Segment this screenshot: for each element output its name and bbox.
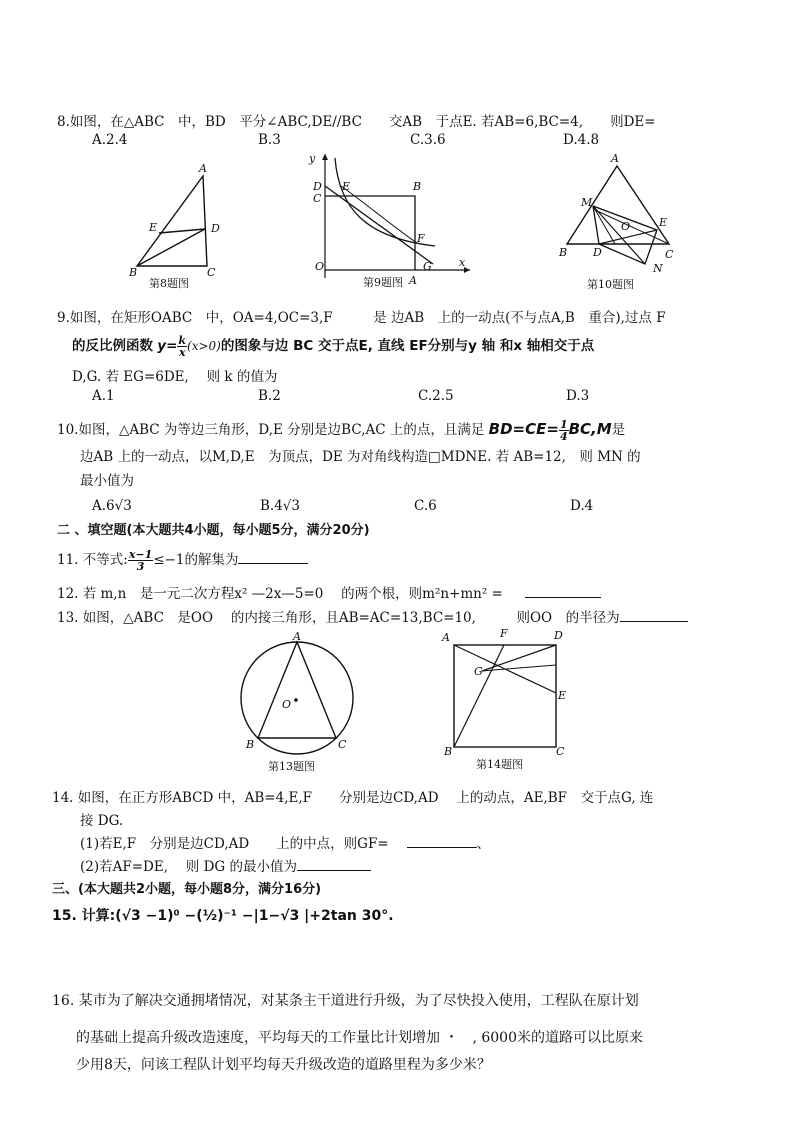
q9-option-c: C.2.5 bbox=[418, 388, 454, 404]
fig14-label-d: D bbox=[554, 629, 563, 642]
q13: 13. 如图，△ABC 是OO 的内接三角形，且AB=AC=13,BC=10, 则OO 的半径为 bbox=[57, 606, 688, 626]
q10-option-c: C.6 bbox=[414, 498, 437, 514]
fig14-label-g: G bbox=[474, 665, 483, 678]
fig8-label-a: A bbox=[199, 162, 207, 175]
fig10-label-o: O bbox=[621, 220, 631, 233]
fig8-label-d: D bbox=[211, 222, 220, 235]
q9-line1: 9.如图，在矩形OABC 中，OA=4,OC=3,F 是 边AB 上的一动点(不与点A,B 重合),过点 F bbox=[57, 310, 666, 326]
fig14-label-c: C bbox=[556, 745, 565, 758]
q12-answer-blank[interactable] bbox=[525, 585, 601, 598]
q9-option-d: D.3 bbox=[566, 388, 590, 404]
section-2-heading: 二 、填空题(本大题共4小题，每小题5分，满分20分) bbox=[57, 523, 370, 538]
fig10-label-c: C bbox=[665, 248, 674, 261]
fig13-label-o: O bbox=[282, 698, 292, 711]
q10-option-d: D.4 bbox=[570, 498, 594, 514]
fig10-label-m: M bbox=[581, 196, 593, 209]
fig10-label-d: D bbox=[593, 246, 602, 259]
q8-option-b: B.3 bbox=[258, 132, 281, 148]
fig14-label-a: A bbox=[442, 631, 450, 644]
fig14-label-f: F bbox=[500, 627, 508, 640]
q15: 15. 计算:(√3 −1)⁰ −(½)⁻¹ −|1−√3 |+2tan 30°. bbox=[52, 908, 394, 924]
fig9-label-y: y bbox=[309, 152, 316, 165]
fig9-label-b: B bbox=[413, 180, 422, 193]
fig8-caption: 第8题图 bbox=[149, 277, 189, 290]
figure-13 bbox=[232, 628, 362, 776]
q10-option-a: A.6√3 bbox=[92, 498, 132, 514]
q8-stem: 8.如图，在△ABC 中，BD 平分∠ABC,DE//BC 交AB 于点E. 若AB=6,BC=4, 则DE= bbox=[57, 114, 656, 130]
q9-line2: 的反比例函数 y= $\frac{k}{x}$ (x>0)的图象与边 BC 交于点E, 直线 EF分别与y 轴 和x 轴相交于点 bbox=[72, 334, 595, 359]
fig10-caption: 第10题图 bbox=[587, 278, 634, 291]
q10-option-b: B.4√3 bbox=[260, 498, 300, 514]
fig9-label-d: D bbox=[313, 180, 322, 193]
fig9-label-e: E bbox=[342, 180, 351, 193]
figure-14 bbox=[436, 625, 576, 775]
fig9-label-f: F bbox=[417, 232, 425, 245]
q10-line2: 边AB 上的一动点，以M,D,E 为顶点，DE 为对角线构造□MDNE. 若 AB=12, 则 MN 的 bbox=[80, 449, 641, 465]
q14-sub1: (1)若E,F 分别是边CD,AD 上的中点，则GF= 、 bbox=[80, 836, 491, 852]
q9-option-a: A.1 bbox=[92, 388, 115, 404]
fig9-label-c: C bbox=[313, 192, 322, 205]
q16-line2: 的基础上提高升级改造速度，平均每天的工作量比计划增加 ・ , 6000米的道路可以比原来 bbox=[76, 1030, 643, 1046]
q14-sub1-answer-blank[interactable] bbox=[407, 835, 477, 848]
fig10-label-b: B bbox=[559, 246, 568, 259]
fig9-caption: 第9题图 bbox=[363, 276, 403, 289]
q14-line1: 14. 如图，在正方形ABCD 中，AB=4,E,F 分别是边CD,AD 上的动点，AE,BF 交于点G, 连 bbox=[52, 790, 654, 806]
q12: 12. 若 m,n 是一元二次方程x² —2x—5=0 的两个根，则m²n+mn² = bbox=[57, 582, 601, 602]
fig13-label-b: B bbox=[246, 738, 255, 751]
fig8-label-e: E bbox=[149, 221, 158, 234]
q10-line1: 10.如图，△ABC 为等边三角形，D,E 分别是边BC,AC 上的点，且满足 BD=CE= $\frac{1}{4}$ BC,M是 bbox=[57, 418, 626, 443]
q9-line3: D,G. 若 EG=6DE, 则 k 的值为 bbox=[72, 369, 278, 385]
q16-line3: 少用8天，问该工程队计划平均每天升级改造的道路里程为多少米？ bbox=[76, 1057, 491, 1073]
fig10-label-a: A bbox=[611, 152, 619, 165]
fig13-label-a: A bbox=[293, 630, 301, 643]
fig9-label-o: O bbox=[315, 260, 325, 273]
fig8-label-b: B bbox=[129, 266, 138, 279]
q14-sub2-answer-blank[interactable] bbox=[297, 858, 371, 871]
fig14-label-b: B bbox=[444, 745, 453, 758]
q11: 11. 不等式: $\frac{x-1}{3}$ ≤−1的解集为 bbox=[57, 548, 308, 572]
fig10-label-e: E bbox=[659, 216, 668, 229]
q10-line3: 最小值为 bbox=[80, 473, 134, 489]
q14-sub2: (2)若AF=DE, 则 DG 的最小值为 bbox=[80, 855, 371, 875]
q9-option-b: B.2 bbox=[258, 388, 281, 404]
fig13-caption: 第13题图 bbox=[268, 760, 315, 773]
fig9-label-g: G bbox=[423, 260, 432, 273]
fig8-label-c: C bbox=[207, 266, 216, 279]
q8-option-d: D.4.8 bbox=[563, 132, 600, 148]
figure-9 bbox=[305, 148, 475, 290]
section-3-heading: 三、(本大题共2小题，每小题8分，满分16分) bbox=[52, 882, 322, 897]
q11-answer-blank[interactable] bbox=[238, 551, 308, 564]
figure-8 bbox=[125, 158, 225, 290]
figure-10 bbox=[555, 152, 685, 292]
fig14-caption: 第14题图 bbox=[476, 758, 523, 771]
q8-option-c: C.3.6 bbox=[410, 132, 446, 148]
fig10-label-n: N bbox=[653, 262, 663, 275]
q8-option-a: A.2.4 bbox=[92, 132, 128, 148]
fig13-label-c: C bbox=[338, 738, 347, 751]
q16-line1: 16. 某市为了解决交通拥堵情况，对某条主干道进行升级，为了尽快投入使用，工程队在原计划 bbox=[52, 993, 639, 1009]
fig9-label-x: x bbox=[459, 256, 466, 269]
fig9-label-a: A bbox=[409, 274, 417, 287]
q13-answer-blank[interactable] bbox=[620, 609, 688, 622]
fig14-label-e: E bbox=[558, 689, 567, 702]
q14-line2: 接 DG. bbox=[80, 813, 124, 829]
